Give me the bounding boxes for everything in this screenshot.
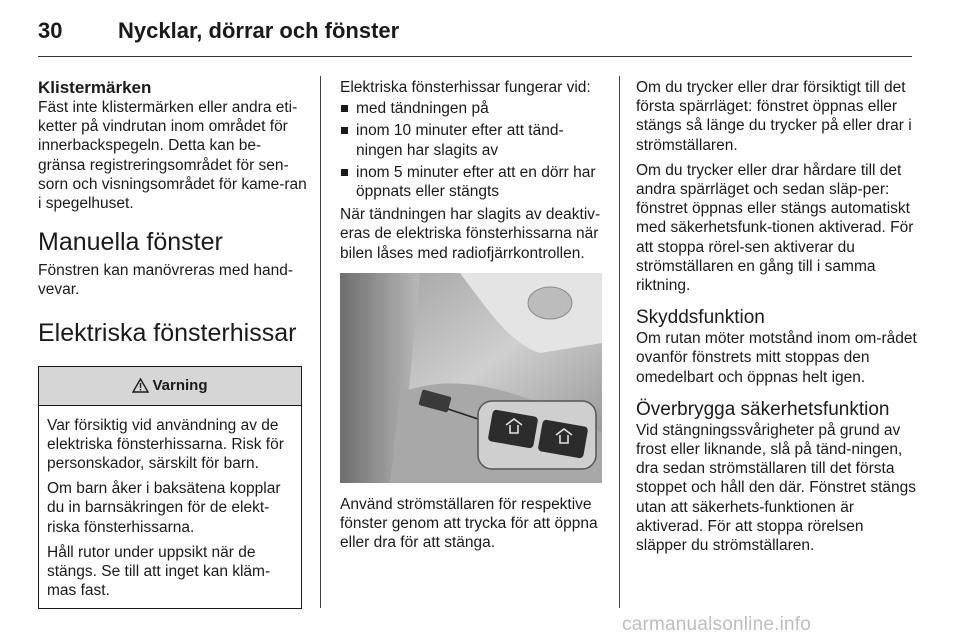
warning-paragraph: Håll rutor under uppsikt när de stängs. Se till att inget kan kläm-mas fast. bbox=[47, 543, 271, 600]
list-item: inom 10 minuter efter att tänd-ningen har slagits av bbox=[340, 121, 606, 159]
section-heading-overbrygga: Överbrygga säkerhetsfunktion bbox=[636, 398, 890, 420]
column-divider bbox=[320, 76, 321, 608]
bullet-list bbox=[340, 99, 606, 201]
column-3 bbox=[636, 78, 918, 555]
paragraph: Om rutan möter motstånd inom om-rådet ovanför fönstrets mitt stoppas den omedelbart och öppnas helt igen. bbox=[636, 330, 917, 386]
warning-body bbox=[39, 406, 301, 609]
list-item: inom 5 minuter efter att en dörr har öppnats eller stängts bbox=[340, 163, 606, 201]
list-item: med tändningen på bbox=[340, 99, 606, 118]
watermark: carmanualsonline.info bbox=[622, 614, 812, 635]
header-rule bbox=[38, 56, 912, 57]
paragraph: Fönstren kan manövreras med hand-vevar. bbox=[38, 262, 294, 299]
warning-title: Varning bbox=[152, 377, 208, 395]
chapter-title: Nycklar, dörrar och fönster bbox=[118, 18, 400, 43]
paragraph: När tändningen har slagits av deaktiv-eras de elektriska fönsterhissarna när bilen låses med radiofjärrkontrollen. bbox=[340, 206, 601, 262]
paragraph: Om du trycker eller drar försiktigt till det första spärrläget: fönstret öppnas eller stängs så länge du trycker på eller drar i strömställaren. bbox=[636, 79, 912, 154]
section-heading-skyddsfunktion: Skyddsfunktion bbox=[636, 307, 765, 329]
paragraph: Om du trycker eller drar hårdare till det andra spärrläget och sedan släp-per: fönstret öppnas eller stängs automatiskt med säkerhetsfunk-tionen aktiverad. För att stoppa rörel-sen aktiverar du strömställaren en gång till i samma riktning. bbox=[636, 161, 914, 295]
section-heading-elektriska-fonsterhissar: Elektriska fönsterhissar bbox=[38, 318, 297, 347]
warning-paragraph: Om barn åker i baksätena kopplar du in barnsäkringen för de elekt-riska fönsterhissarna. bbox=[47, 480, 281, 536]
warning-box bbox=[38, 366, 302, 610]
paragraph: Vid stängningssvårigheter på grund av frost eller liknande, slå på tänd-ningen, dra sedan strömställaren till det första stoppet och håll den där. Fönstret stängs utan att säkerhets-funktionen är aktiverad. För att stoppa rörelsen släpper du strömställaren. bbox=[636, 421, 917, 555]
paragraph: Fäst inte klistermärken eller andra eti-ketter på vindrutan inom området för innerbackspegeln. Detta kan be-gränsa registreringsområdet för sen-sorn och visningsområdet för kame-ran i spegelhuset. bbox=[38, 99, 307, 213]
section-heading-manuella-fonster: Manuella fönster bbox=[38, 228, 223, 257]
page-header bbox=[0, 0, 960, 62]
column-1 bbox=[38, 78, 308, 609]
column-2 bbox=[340, 78, 606, 552]
warning-header bbox=[39, 367, 301, 406]
column-divider bbox=[619, 76, 620, 608]
warning-paragraph: Var försiktig vid användning av de elektriska fönsterhissarna. Risk för personskador, särskilt för barn. bbox=[47, 416, 284, 473]
window-switch-photo bbox=[340, 273, 602, 483]
paragraph: Elektriska fönsterhissar fungerar vid: bbox=[340, 79, 591, 96]
warning-triangle-icon bbox=[132, 378, 149, 393]
page-number: 30 bbox=[38, 18, 63, 43]
figure-caption: Använd strömställaren för respektive fönster genom att trycka för att öppna eller dra för att stänga. bbox=[340, 495, 598, 552]
section-heading-klistermarken: Klistermärken bbox=[38, 78, 152, 97]
